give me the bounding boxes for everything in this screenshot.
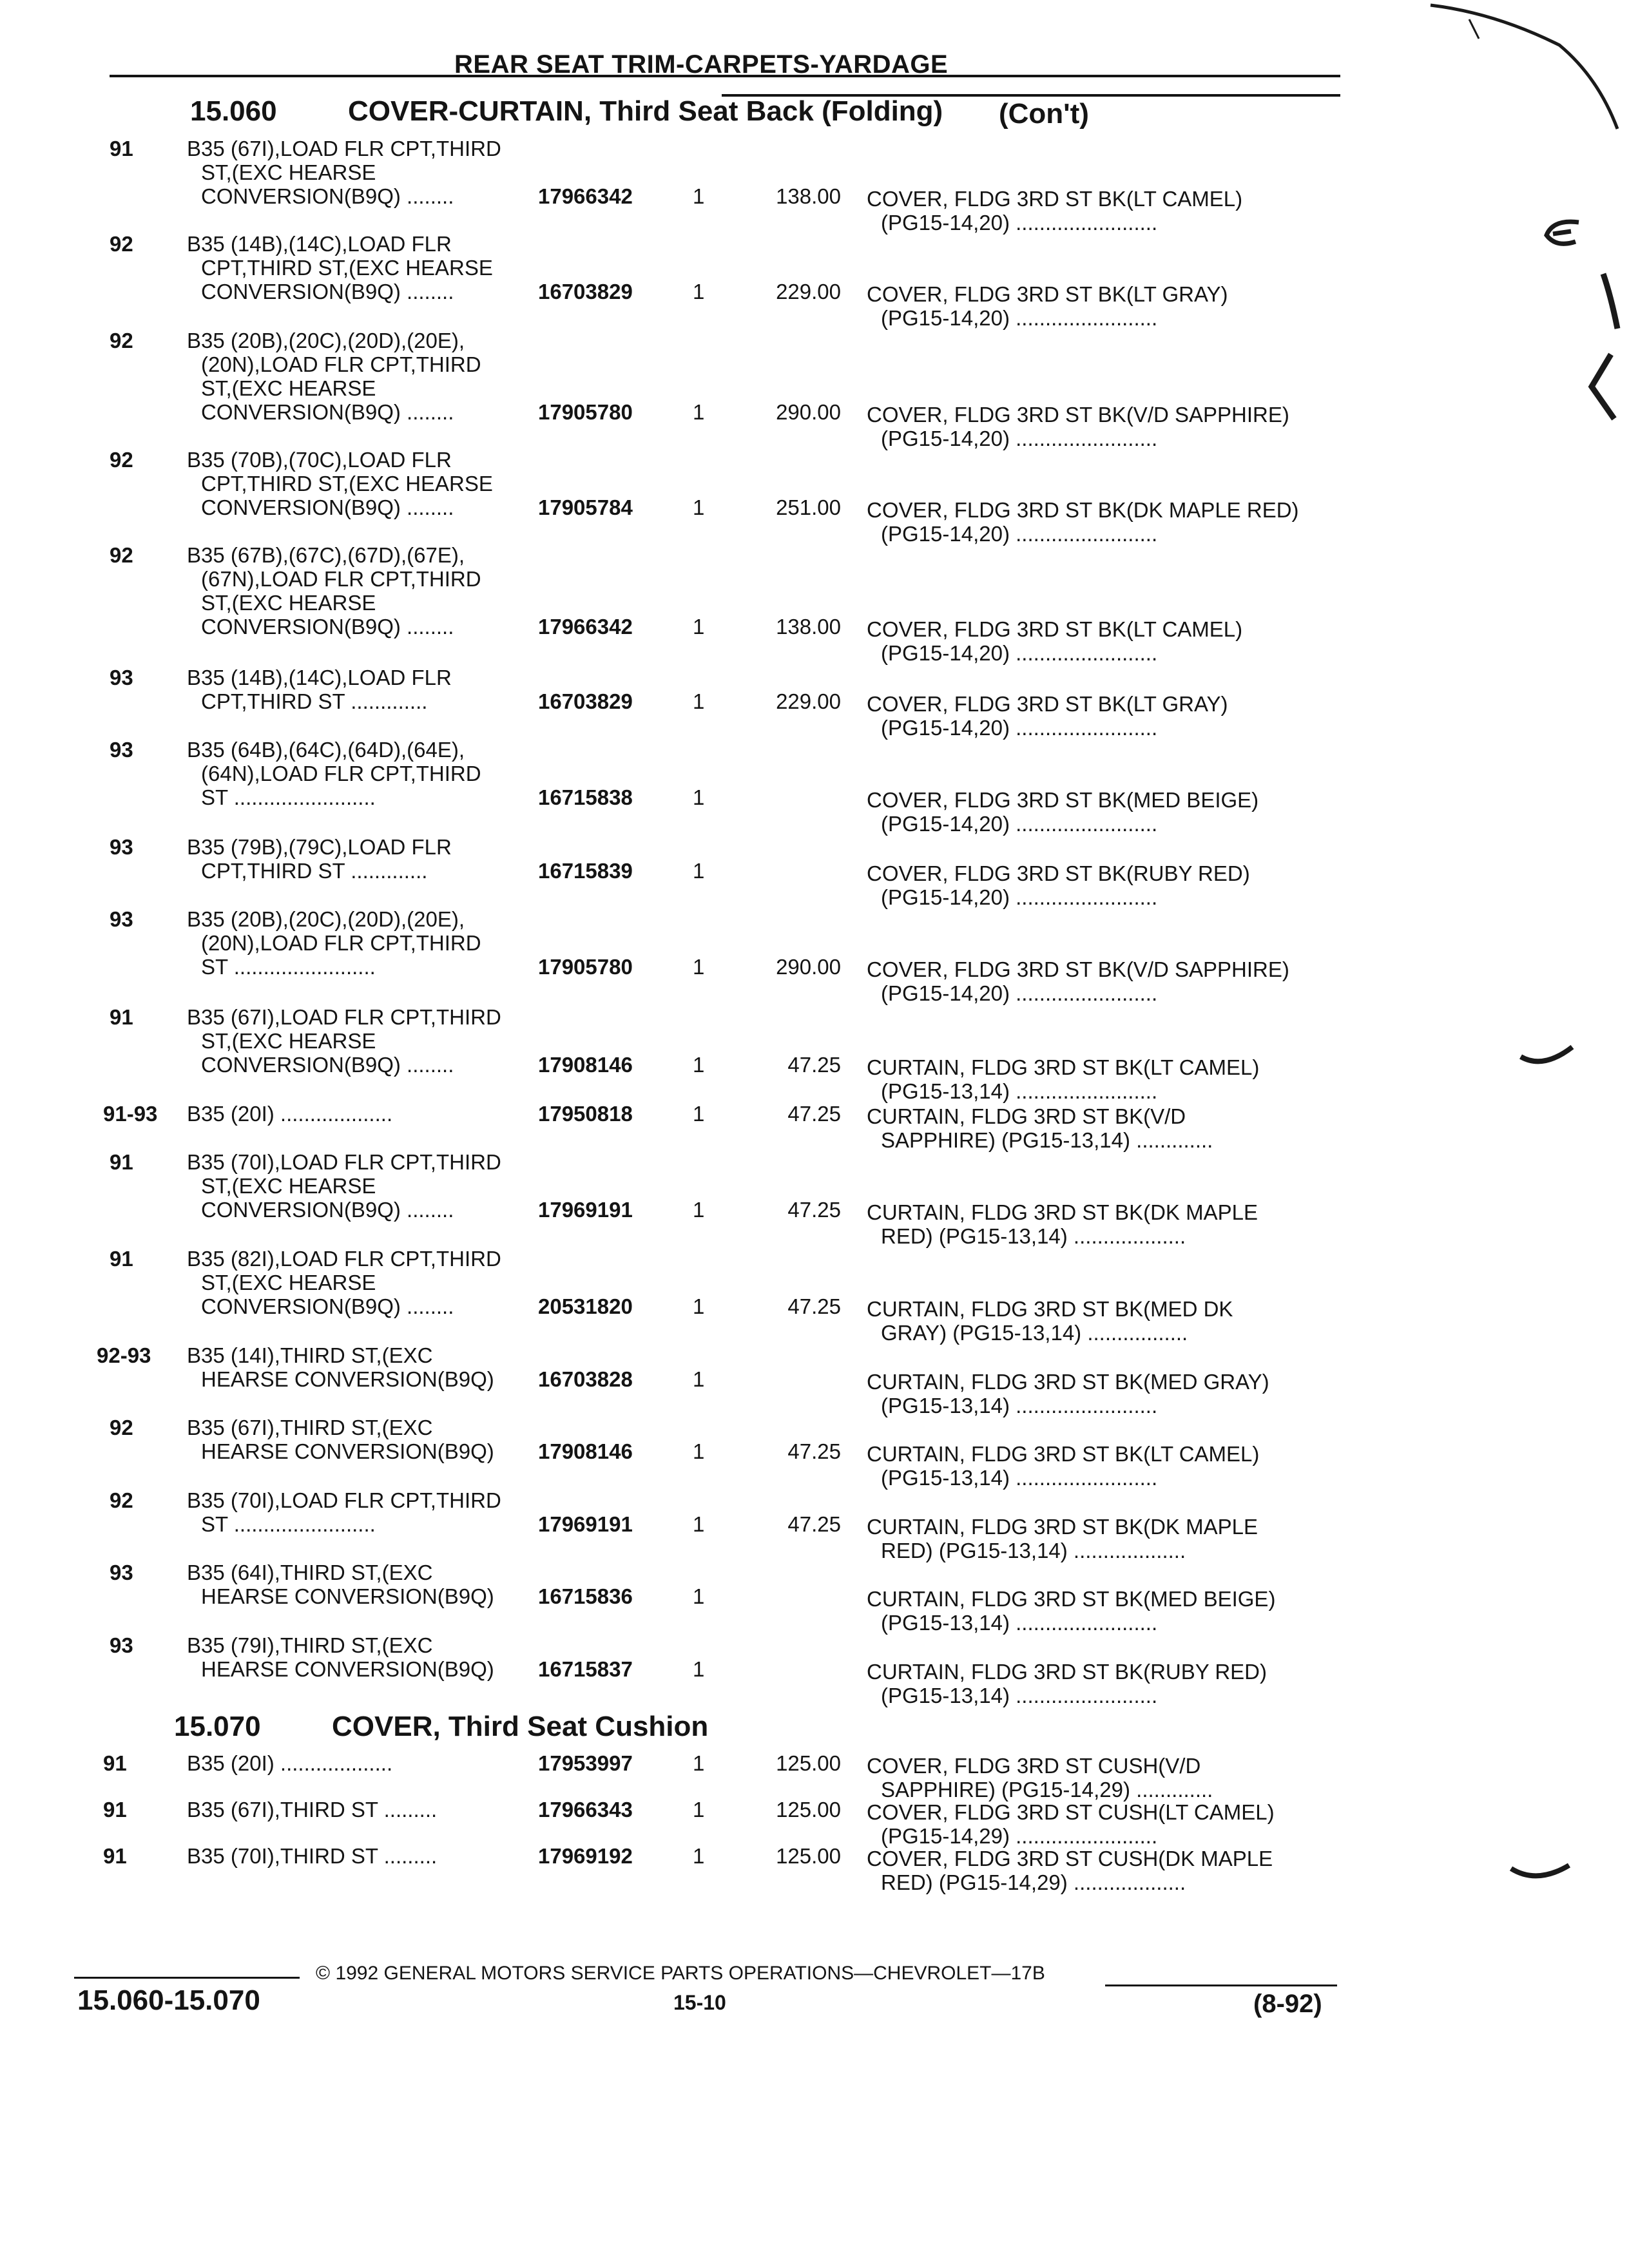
usage-line: B35 (70B),(70C),LOAD FLR <box>187 448 452 472</box>
list-price: 138.00 <box>776 615 841 639</box>
title-rule <box>110 75 1340 77</box>
part-description-line: (PG15-14,20) ........................ <box>881 211 1158 235</box>
usage-description <box>187 666 452 713</box>
usage-description <box>187 232 493 303</box>
part-number: 20531820 <box>538 1294 633 1318</box>
model-year: 93 <box>110 738 133 762</box>
usage-line: ST ........................ <box>201 1512 376 1536</box>
part-description-line: COVER, FLDG 3RD ST BK(LT CAMEL) <box>867 617 1243 641</box>
usage-line: CONVERSION(B9Q) ........ <box>201 184 454 208</box>
model-year: 92 <box>110 1416 133 1439</box>
part-number: 16703828 <box>538 1367 633 1391</box>
usage-line: CONVERSION(B9Q) ........ <box>201 1294 454 1318</box>
list-price: 47.25 <box>787 1102 841 1126</box>
usage-line: HEARSE CONVERSION(B9Q) <box>201 1439 494 1463</box>
list-price: 47.25 <box>787 1512 841 1536</box>
quantity: 1 <box>693 615 705 639</box>
usage-line: (64N),LOAD FLR CPT,THIRD <box>201 762 481 785</box>
usage-line: HEARSE CONVERSION(B9Q) <box>201 1584 494 1608</box>
list-price: 290.00 <box>776 400 841 424</box>
part-number: 16715838 <box>538 785 633 809</box>
quantity: 1 <box>693 1844 705 1868</box>
quantity: 1 <box>693 1367 705 1391</box>
part-description-line: (PG15-14,29) ........................ <box>881 1824 1158 1848</box>
pen-mark-stroke <box>1598 271 1624 335</box>
part-description-line: (PG15-14,20) ........................ <box>881 427 1158 450</box>
quantity: 1 <box>693 280 705 303</box>
usage-line: CONVERSION(B9Q) ........ <box>201 400 454 424</box>
quantity: 1 <box>693 955 705 979</box>
part-description <box>867 1660 1267 1707</box>
part-description-line: COVER, FLDG 3RD ST CUSH(DK MAPLE <box>867 1847 1273 1870</box>
usage-line: B35 (70I),LOAD FLR CPT,THIRD <box>187 1150 501 1174</box>
usage-description <box>187 907 481 979</box>
usage-line: B35 (20I) ................... <box>187 1102 393 1126</box>
usage-line: B35 (20B),(20C),(20D),(20E), <box>187 329 465 352</box>
model-year: 92-93 <box>97 1343 151 1367</box>
part-description-line: COVER, FLDG 3RD ST BK(DK MAPLE RED) <box>867 498 1299 522</box>
list-price: 125.00 <box>776 1844 841 1868</box>
quantity: 1 <box>693 1657 705 1681</box>
model-year: 91 <box>110 1150 133 1174</box>
usage-line: B35 (20I) ................... <box>187 1751 393 1775</box>
usage-line: B35 (64I),THIRD ST,(EXC <box>187 1561 433 1584</box>
part-description-line: (PG15-13,14) ........................ <box>881 1079 1158 1103</box>
model-year: 93 <box>110 907 133 931</box>
pen-mark-curve-1 <box>1518 1041 1576 1073</box>
usage-description <box>187 543 481 639</box>
part-description <box>867 788 1258 836</box>
part-description-line: COVER, FLDG 3RD ST CUSH(LT CAMEL) <box>867 1800 1275 1824</box>
part-number: 16715836 <box>538 1584 633 1608</box>
part-description-line: (PG15-14,20) ........................ <box>881 522 1158 546</box>
usage-description <box>187 329 481 424</box>
list-price: 138.00 <box>776 184 841 208</box>
part-description-line: (PG15-14,20) ........................ <box>881 306 1158 330</box>
usage-description <box>187 448 493 519</box>
list-price: 47.25 <box>787 1439 841 1463</box>
usage-line: CONVERSION(B9Q) ........ <box>201 1198 454 1222</box>
part-number: 17969191 <box>538 1198 633 1222</box>
part-description <box>867 1442 1259 1490</box>
usage-line: CONVERSION(B9Q) ........ <box>201 280 454 303</box>
model-year: 93 <box>110 835 133 859</box>
footer-page-number: 15-10 <box>673 1991 726 2014</box>
part-description-line: CURTAIN, FLDG 3RD ST BK(V/D <box>867 1104 1186 1128</box>
part-number: 17966343 <box>538 1798 633 1821</box>
model-year: 91 <box>110 1247 133 1271</box>
usage-description <box>187 1247 501 1318</box>
section-continued: (Con't) <box>999 98 1089 130</box>
usage-line: B35 (79I),THIRD ST,(EXC <box>187 1633 433 1657</box>
quantity: 1 <box>693 495 705 519</box>
quantity: 1 <box>693 400 705 424</box>
footer-date: (8-92) <box>1253 1990 1322 2018</box>
list-price: 47.25 <box>787 1294 841 1318</box>
usage-line: CPT,THIRD ST ............. <box>201 689 428 713</box>
part-description <box>867 617 1242 665</box>
pen-mark-squiggle <box>1540 216 1585 255</box>
usage-line: ST ........................ <box>201 955 376 979</box>
usage-line: B35 (14I),THIRD ST,(EXC <box>187 1343 433 1367</box>
part-description-line: COVER, FLDG 3RD ST BK(LT GRAY) <box>867 692 1228 716</box>
scan-mark-top-right <box>1405 0 1629 148</box>
quantity: 1 <box>693 1198 705 1222</box>
usage-line: B35 (14B),(14C),LOAD FLR <box>187 232 452 256</box>
pen-mark-chevron <box>1585 351 1617 422</box>
usage-line: B35 (64B),(64C),(64D),(64E), <box>187 738 465 762</box>
usage-line: (67N),LOAD FLR CPT,THIRD <box>201 567 481 591</box>
quantity: 1 <box>693 1102 705 1126</box>
part-description-line: CURTAIN, FLDG 3RD ST BK(DK MAPLE <box>867 1200 1258 1224</box>
part-description <box>867 1370 1269 1418</box>
model-year: 91-93 <box>103 1102 158 1126</box>
list-price: 251.00 <box>776 495 841 519</box>
usage-description <box>187 1005 501 1077</box>
part-number: 17905780 <box>538 400 633 424</box>
usage-line: (20N),LOAD FLR CPT,THIRD <box>201 352 481 376</box>
usage-line: HEARSE CONVERSION(B9Q) <box>201 1367 494 1391</box>
part-number: 17969192 <box>538 1844 633 1868</box>
section-number: 15.060 <box>190 95 277 127</box>
part-description <box>867 957 1289 1005</box>
part-description-line: CURTAIN, FLDG 3RD ST BK(MED DK <box>867 1297 1233 1321</box>
part-description-line: SAPPHIRE) (PG15-13,14) ............. <box>881 1128 1213 1152</box>
usage-line: CONVERSION(B9Q) ........ <box>201 615 454 639</box>
part-description-line: (PG15-13,14) ........................ <box>881 1466 1158 1490</box>
usage-description <box>187 137 501 208</box>
usage-description <box>187 1751 392 1775</box>
usage-description <box>187 1102 392 1126</box>
list-price: 47.25 <box>787 1053 841 1077</box>
quantity: 1 <box>693 1439 705 1463</box>
model-year: 92 <box>110 232 133 256</box>
usage-description <box>187 1416 494 1463</box>
usage-line: B35 (20B),(20C),(20D),(20E), <box>187 907 465 931</box>
part-description-line: COVER, FLDG 3RD ST CUSH(V/D <box>867 1754 1201 1778</box>
part-description-line: (PG15-14,20) ........................ <box>881 981 1158 1005</box>
part-description-line: RED) (PG15-14,29) ................... <box>881 1870 1186 1894</box>
part-number: 16703829 <box>538 689 633 713</box>
part-description <box>867 1800 1275 1848</box>
part-description-line: GRAY) (PG15-13,14) ................. <box>881 1321 1188 1345</box>
part-number: 16715837 <box>538 1657 633 1681</box>
list-price: 125.00 <box>776 1798 841 1821</box>
part-description <box>867 1847 1273 1894</box>
part-number: 17950818 <box>538 1102 633 1126</box>
model-year: 92 <box>110 1488 133 1512</box>
part-number: 17969191 <box>538 1512 633 1536</box>
usage-line: B35 (70I),THIRD ST ......... <box>187 1844 438 1868</box>
list-price: 47.25 <box>787 1198 841 1222</box>
usage-line: CPT,THIRD ST ............. <box>201 859 428 883</box>
usage-line: ST,(EXC HEARSE <box>201 1029 376 1053</box>
usage-description <box>187 835 452 883</box>
part-description-line: COVER, FLDG 3RD ST BK(LT GRAY) <box>867 282 1228 306</box>
usage-description <box>187 1488 501 1536</box>
usage-line: B35 (67I),THIRD ST ......... <box>187 1798 438 1821</box>
part-description-line: RED) (PG15-13,14) ................... <box>881 1539 1186 1562</box>
part-description-line: (PG15-14,20) ........................ <box>881 885 1158 909</box>
part-description-line: CURTAIN, FLDG 3RD ST BK(MED BEIGE) <box>867 1587 1276 1611</box>
part-description <box>867 1055 1259 1103</box>
model-year: 92 <box>110 329 133 352</box>
part-description <box>867 1104 1213 1152</box>
part-description-line: CURTAIN, FLDG 3RD ST BK(DK MAPLE <box>867 1515 1258 1539</box>
part-description-line: COVER, FLDG 3RD ST BK(LT CAMEL) <box>867 187 1243 211</box>
part-number: 17908146 <box>538 1439 633 1463</box>
usage-line: ST ........................ <box>201 785 376 809</box>
quantity: 1 <box>693 1053 705 1077</box>
usage-description <box>187 1561 494 1608</box>
model-year: 93 <box>110 1561 133 1584</box>
usage-description <box>187 1343 494 1391</box>
part-description <box>867 282 1228 330</box>
footer-rule-right <box>1105 1984 1337 1986</box>
model-year: 91 <box>103 1844 127 1868</box>
quantity: 1 <box>693 859 705 883</box>
part-number: 17966342 <box>538 615 633 639</box>
part-number: 16715839 <box>538 859 633 883</box>
part-description <box>867 498 1299 546</box>
part-number: 17908146 <box>538 1053 633 1077</box>
usage-line: B35 (67B),(67C),(67D),(67E), <box>187 543 465 567</box>
model-year: 92 <box>110 543 133 567</box>
model-year: 91 <box>103 1751 127 1775</box>
usage-line: B35 (70I),LOAD FLR CPT,THIRD <box>187 1488 501 1512</box>
list-price: 229.00 <box>776 280 841 303</box>
usage-line: ST,(EXC HEARSE <box>201 1174 376 1198</box>
quantity: 1 <box>693 184 705 208</box>
footer-copyright: © 1992 GENERAL MOTORS SERVICE PARTS OPERATIONS—CHEVROLET—17B <box>316 1963 1045 1984</box>
usage-description <box>187 738 481 809</box>
part-description <box>867 1587 1275 1635</box>
part-description-line: COVER, FLDG 3RD ST BK(RUBY RED) <box>867 861 1250 885</box>
usage-line: B35 (67I),THIRD ST,(EXC <box>187 1416 433 1439</box>
part-description-line: CURTAIN, FLDG 3RD ST BK(MED GRAY) <box>867 1370 1269 1394</box>
usage-line: ST,(EXC HEARSE <box>201 591 376 615</box>
part-description-line: COVER, FLDG 3RD ST BK(MED BEIGE) <box>867 788 1259 812</box>
part-description-line: (PG15-14,20) ........................ <box>881 812 1158 836</box>
usage-description <box>187 1798 437 1821</box>
part-number: 16703829 <box>538 280 633 303</box>
quantity: 1 <box>693 1751 705 1775</box>
usage-line: B35 (82I),LOAD FLR CPT,THIRD <box>187 1247 501 1271</box>
list-price: 290.00 <box>776 955 841 979</box>
footer-section-range: 15.060-15.070 <box>77 1984 260 2016</box>
part-description-line: (PG15-13,14) ........................ <box>881 1684 1158 1707</box>
part-description <box>867 1515 1258 1562</box>
usage-description <box>187 1844 437 1868</box>
part-description-line: COVER, FLDG 3RD ST BK(V/D SAPPHIRE) <box>867 957 1289 981</box>
part-description <box>867 1200 1258 1248</box>
usage-line: B35 (79B),(79C),LOAD FLR <box>187 835 452 859</box>
quantity: 1 <box>693 1294 705 1318</box>
part-number: 17953997 <box>538 1751 633 1775</box>
usage-line: CPT,THIRD ST,(EXC HEARSE <box>201 256 493 280</box>
section-number: 15.070 <box>174 1711 261 1742</box>
section-title: COVER-CURTAIN, Third Seat Back (Folding) <box>348 95 943 127</box>
pen-mark-curve-2 <box>1508 1856 1572 1888</box>
part-description-line: CURTAIN, FLDG 3RD ST BK(RUBY RED) <box>867 1660 1267 1684</box>
usage-line: (20N),LOAD FLR CPT,THIRD <box>201 931 481 955</box>
section-title: COVER, Third Seat Cushion <box>332 1711 709 1742</box>
part-description <box>867 403 1289 450</box>
usage-line: ST,(EXC HEARSE <box>201 1271 376 1294</box>
quantity: 1 <box>693 1584 705 1608</box>
part-number: 17905780 <box>538 955 633 979</box>
part-description-line: (PG15-14,20) ........................ <box>881 716 1158 740</box>
part-description-line: RED) (PG15-13,14) ................... <box>881 1224 1186 1248</box>
part-description-line: (PG15-13,14) ........................ <box>881 1394 1158 1418</box>
quantity: 1 <box>693 785 705 809</box>
model-year: 92 <box>110 448 133 472</box>
quantity: 1 <box>693 689 705 713</box>
usage-description <box>187 1633 494 1681</box>
usage-line: CONVERSION(B9Q) ........ <box>201 1053 454 1077</box>
part-description-line: CURTAIN, FLDG 3RD ST BK(LT CAMEL) <box>867 1442 1260 1466</box>
usage-description <box>187 1150 501 1222</box>
part-description <box>867 861 1250 909</box>
part-description-line: (PG15-13,14) ........................ <box>881 1611 1158 1635</box>
usage-line: CONVERSION(B9Q) ........ <box>201 495 454 519</box>
part-description <box>867 1754 1213 1802</box>
model-year: 93 <box>110 666 133 689</box>
quantity: 1 <box>693 1798 705 1821</box>
part-description-line: COVER, FLDG 3RD ST BK(V/D SAPPHIRE) <box>867 403 1289 427</box>
page-title: REAR SEAT TRIM-CARPETS-YARDAGE <box>454 50 949 79</box>
model-year: 91 <box>110 1005 133 1029</box>
part-number: 17966342 <box>538 184 633 208</box>
quantity: 1 <box>693 1512 705 1536</box>
usage-line: B35 (67I),LOAD FLR CPT,THIRD <box>187 137 501 160</box>
usage-line: B35 (67I),LOAD FLR CPT,THIRD <box>187 1005 501 1029</box>
usage-line: HEARSE CONVERSION(B9Q) <box>201 1657 494 1681</box>
part-description <box>867 187 1242 235</box>
part-description-line: CURTAIN, FLDG 3RD ST BK(LT CAMEL) <box>867 1055 1260 1079</box>
list-price: 229.00 <box>776 689 841 713</box>
footer-rule-left <box>74 1977 300 1979</box>
usage-line: ST,(EXC HEARSE <box>201 376 376 400</box>
model-year: 91 <box>103 1798 127 1821</box>
list-price: 125.00 <box>776 1751 841 1775</box>
part-description <box>867 692 1228 740</box>
part-description <box>867 1297 1233 1345</box>
part-description-line: SAPPHIRE) (PG15-14,29) ............. <box>881 1778 1213 1802</box>
part-description-line: (PG15-14,20) ........................ <box>881 641 1158 665</box>
usage-line: CPT,THIRD ST,(EXC HEARSE <box>201 472 493 495</box>
model-year: 91 <box>110 137 133 160</box>
usage-line: ST,(EXC HEARSE <box>201 160 376 184</box>
usage-line: B35 (14B),(14C),LOAD FLR <box>187 666 452 689</box>
model-year: 93 <box>110 1633 133 1657</box>
part-number: 17905784 <box>538 495 633 519</box>
